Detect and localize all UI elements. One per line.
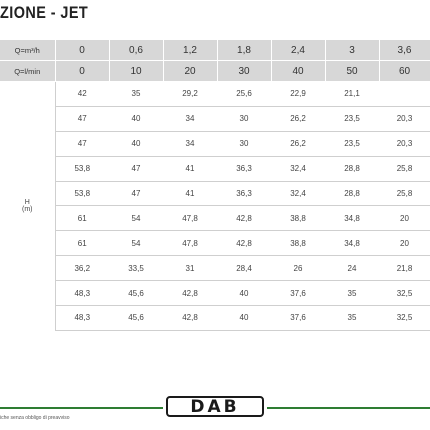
table-cell: 23,5 (325, 106, 379, 131)
table-cell: 47 (109, 156, 163, 181)
header-cell: 1,8 (217, 40, 271, 61)
table-cell: 34 (163, 131, 217, 156)
header-row (0, 61, 430, 82)
table-cell: 32,4 (271, 181, 325, 206)
header-label: Q=l/min (0, 61, 55, 82)
table-cell: 61 (55, 231, 109, 256)
table-cell: 26,2 (271, 106, 325, 131)
table-cell: 26,2 (271, 131, 325, 156)
table-cell: 61 (55, 206, 109, 231)
table-cell: 33,5 (109, 256, 163, 281)
table-cell: 21,8 (379, 256, 430, 281)
header-cell: 30 (217, 61, 271, 82)
table-cell: 35 (109, 82, 163, 107)
table-row (0, 82, 430, 107)
table-cell: 20 (379, 206, 430, 231)
head-label: H (24, 199, 30, 207)
table-cell: 28,8 (325, 181, 379, 206)
table-cell: 23,5 (325, 131, 379, 156)
table-cell: 42,8 (163, 306, 217, 331)
header-cell: 3,6 (379, 40, 430, 61)
table-cell: 47,8 (163, 231, 217, 256)
table-row (0, 281, 430, 306)
table-cell: 25,6 (217, 82, 271, 107)
table-cell: 32,4 (271, 156, 325, 181)
table-cell: 21,1 (325, 82, 379, 107)
header-cell: 0 (55, 40, 109, 61)
table-cell: 41 (163, 156, 217, 181)
table-cell: 20,3 (379, 131, 430, 156)
table-cell: 25,8 (379, 181, 430, 206)
page-title: ZIONE - JET (0, 3, 89, 22)
table-cell: 42,8 (217, 206, 271, 231)
table-cell (379, 82, 430, 107)
table-row (0, 231, 430, 256)
table-row (0, 156, 430, 181)
table-cell: 22,9 (271, 82, 325, 107)
table-cell: 20,3 (379, 106, 430, 131)
table-cell: 41 (163, 181, 217, 206)
table-cell: 54 (109, 231, 163, 256)
table-cell: 34,8 (325, 231, 379, 256)
table-cell: 37,6 (271, 306, 325, 331)
table-cell: 28,4 (217, 256, 271, 281)
table-cell: 42,8 (217, 231, 271, 256)
header-cell: 10 (109, 61, 163, 82)
table-row (0, 106, 430, 131)
header-cell: 2,4 (271, 40, 325, 61)
table-cell: 35 (325, 281, 379, 306)
table-cell: 40 (109, 106, 163, 131)
table-cell: 40 (109, 131, 163, 156)
table-cell: 24 (325, 256, 379, 281)
table-row (0, 206, 430, 231)
footer-note: iche senza obbligo di preavviso (0, 415, 70, 421)
logo-text: DAB (166, 396, 264, 417)
table-cell: 32,5 (379, 281, 430, 306)
table-cell: 47,8 (163, 206, 217, 231)
head-axis-label (0, 82, 55, 331)
table-cell: 36,3 (217, 181, 271, 206)
table-cell: 35 (325, 306, 379, 331)
performance-table (0, 40, 430, 331)
head-unit: (m) (22, 206, 33, 214)
dab-logo (163, 394, 267, 419)
table-row (0, 131, 430, 156)
table-cell: 30 (217, 106, 271, 131)
header-row (0, 40, 430, 61)
table-cell: 34 (163, 106, 217, 131)
table-cell: 48,3 (55, 306, 109, 331)
header-cell: 50 (325, 61, 379, 82)
table-cell: 30 (217, 131, 271, 156)
table-cell: 37,6 (271, 281, 325, 306)
table-cell: 32,5 (379, 306, 430, 331)
header-cell: 1,2 (163, 40, 217, 61)
table-cell: 28,8 (325, 156, 379, 181)
table-row (0, 306, 430, 331)
table-cell: 40 (217, 281, 271, 306)
header-cell: 0 (55, 61, 109, 82)
table-cell: 36,3 (217, 156, 271, 181)
table-cell: 26 (271, 256, 325, 281)
table-cell: 47 (55, 131, 109, 156)
table-cell: 47 (109, 181, 163, 206)
table-cell: 54 (109, 206, 163, 231)
table-cell: 20 (379, 231, 430, 256)
table-cell: 38,8 (271, 206, 325, 231)
header-cell: 0,6 (109, 40, 163, 61)
header-cell: 60 (379, 61, 430, 82)
table-cell: 29,2 (163, 82, 217, 107)
header-cell: 20 (163, 61, 217, 82)
table-cell: 42,8 (163, 281, 217, 306)
table-cell: 31 (163, 256, 217, 281)
table-row (0, 256, 430, 281)
table-cell: 38,8 (271, 231, 325, 256)
table-cell: 40 (217, 306, 271, 331)
header-cell: 40 (271, 61, 325, 82)
table-cell: 53,8 (55, 181, 109, 206)
table-cell: 45,6 (109, 306, 163, 331)
table-row (0, 181, 430, 206)
header-label: Q=m³/h (0, 40, 55, 61)
header-cell: 3 (325, 40, 379, 61)
table-cell: 48,3 (55, 281, 109, 306)
table-cell: 34,8 (325, 206, 379, 231)
table-cell: 36,2 (55, 256, 109, 281)
table-cell: 45,6 (109, 281, 163, 306)
table-cell: 53,8 (55, 156, 109, 181)
table-cell: 47 (55, 106, 109, 131)
table-cell: 42 (55, 82, 109, 107)
table-cell: 25,8 (379, 156, 430, 181)
